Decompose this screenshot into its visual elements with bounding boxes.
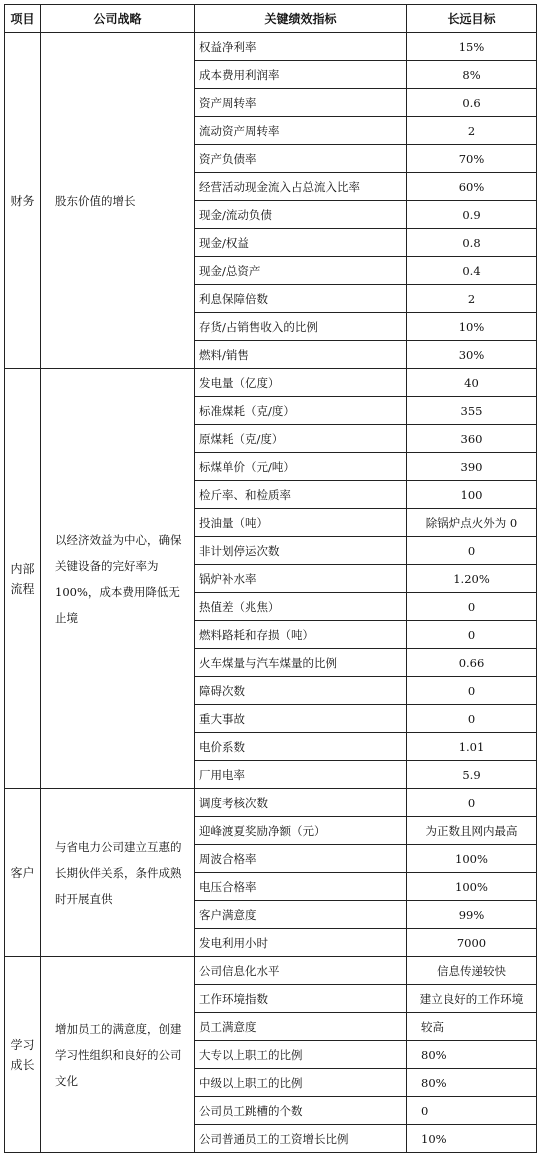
- table-row: [5, 369, 537, 397]
- kpi-target: 0: [407, 621, 537, 649]
- kpi-name: 客户满意度: [195, 901, 407, 929]
- section-strategy: 以经济效益为中心，确保关键设备的完好率为100%，成本费用降低无止境: [55, 532, 182, 625]
- section-strategy: 与省电力公司建立互惠的长期伙伴关系，条件成熟时开展直供: [55, 839, 182, 906]
- kpi-table: [4, 4, 537, 1153]
- kpi-target: 0.9: [407, 201, 537, 229]
- table-row: [5, 33, 537, 61]
- kpi-target: 0.66: [407, 649, 537, 677]
- kpi-target: 70%: [407, 145, 537, 173]
- section-strategy: 增加员工的满意度，创建学习性组织和良好的公司文化: [55, 1021, 182, 1088]
- header-kpi: 关键绩效指标: [195, 5, 407, 33]
- kpi-name: 成本费用利润率: [195, 61, 407, 89]
- section-strategy-cell: [41, 957, 195, 1153]
- kpi-name: 现金/权益: [195, 229, 407, 257]
- header-strategy: 公司战略: [41, 5, 195, 33]
- kpi-target: 0: [407, 1097, 537, 1125]
- kpi-target: 0: [407, 593, 537, 621]
- kpi-name: 原煤耗（克/度）: [195, 425, 407, 453]
- kpi-target: 60%: [407, 173, 537, 201]
- kpi-target: 为正数且网内最高: [407, 817, 537, 845]
- kpi-name: 电压合格率: [195, 873, 407, 901]
- section-strategy-cell: [41, 789, 195, 957]
- kpi-name: 标煤单价（元/吨）: [195, 453, 407, 481]
- kpi-name: 火车煤量与汽车煤量的比例: [195, 649, 407, 677]
- kpi-name: 燃料/销售: [195, 341, 407, 369]
- kpi-target: 80%: [407, 1041, 537, 1069]
- kpi-name: 障碍次数: [195, 677, 407, 705]
- kpi-target: 0.4: [407, 257, 537, 285]
- kpi-name: 利息保障倍数: [195, 285, 407, 313]
- kpi-name: 投油量（吨）: [195, 509, 407, 537]
- kpi-name: 厂用电率: [195, 761, 407, 789]
- kpi-target: 8%: [407, 61, 537, 89]
- kpi-target: 0: [407, 789, 537, 817]
- kpi-target: 80%: [407, 1069, 537, 1097]
- section-name: 内部流程: [5, 369, 41, 789]
- kpi-target: 40: [407, 369, 537, 397]
- header-row: [5, 5, 537, 33]
- kpi-name: 工作环境指数: [195, 985, 407, 1013]
- kpi-name: 资产负债率: [195, 145, 407, 173]
- kpi-name: 检斤率、和检质率: [195, 481, 407, 509]
- kpi-target: 信息传递较快: [407, 957, 537, 985]
- kpi-target: 15%: [407, 33, 537, 61]
- kpi-target: 100: [407, 481, 537, 509]
- kpi-name: 周波合格率: [195, 845, 407, 873]
- kpi-name: 流动资产周转率: [195, 117, 407, 145]
- kpi-target: 0: [407, 677, 537, 705]
- kpi-target: 0.8: [407, 229, 537, 257]
- kpi-name: 重大事故: [195, 705, 407, 733]
- kpi-target: 0: [407, 705, 537, 733]
- kpi-name: 锅炉补水率: [195, 565, 407, 593]
- kpi-name: 非计划停运次数: [195, 537, 407, 565]
- kpi-target: 较高: [407, 1013, 537, 1041]
- kpi-name: 发电量（亿度）: [195, 369, 407, 397]
- kpi-name: 发电利用小时: [195, 929, 407, 957]
- kpi-target: 1.01: [407, 733, 537, 761]
- kpi-name: 现金/总资产: [195, 257, 407, 285]
- kpi-name: 权益净利率: [195, 33, 407, 61]
- kpi-target: 100%: [407, 845, 537, 873]
- kpi-target: 2: [407, 285, 537, 313]
- section-name: 财务: [5, 33, 41, 369]
- section-strategy-cell: [41, 369, 195, 789]
- header-target: 长远目标: [407, 5, 537, 33]
- table-row: [5, 957, 537, 985]
- kpi-name: 热值差（兆焦）: [195, 593, 407, 621]
- kpi-target: 390: [407, 453, 537, 481]
- kpi-name: 迎峰渡夏奖励净额（元）: [195, 817, 407, 845]
- kpi-target: 355: [407, 397, 537, 425]
- kpi-target: 10%: [407, 1125, 537, 1153]
- kpi-target: 除锅炉点火外为 0: [407, 509, 537, 537]
- kpi-name: 标准煤耗（克/度）: [195, 397, 407, 425]
- kpi-name: 存货/占销售收入的比例: [195, 313, 407, 341]
- kpi-target: 2: [407, 117, 537, 145]
- kpi-target: 30%: [407, 341, 537, 369]
- table-body: [5, 33, 537, 1153]
- section-name: 学习成长: [5, 957, 41, 1153]
- kpi-name: 公司普通员工的工资增长比例: [195, 1125, 407, 1153]
- kpi-target: 0: [407, 537, 537, 565]
- kpi-name: 员工满意度: [195, 1013, 407, 1041]
- kpi-name: 现金/流动负债: [195, 201, 407, 229]
- section-strategy: 股东价值的增长: [55, 193, 136, 208]
- kpi-target: 7000: [407, 929, 537, 957]
- kpi-name: 调度考核次数: [195, 789, 407, 817]
- kpi-name: 燃料路耗和存损（吨）: [195, 621, 407, 649]
- kpi-target: 5.9: [407, 761, 537, 789]
- kpi-name: 经营活动现金流入占总流入比率: [195, 173, 407, 201]
- kpi-target: 0.6: [407, 89, 537, 117]
- kpi-name: 大专以上职工的比例: [195, 1041, 407, 1069]
- kpi-name: 公司信息化水平: [195, 957, 407, 985]
- kpi-target: 1.20%: [407, 565, 537, 593]
- kpi-target: 10%: [407, 313, 537, 341]
- kpi-name: 资产周转率: [195, 89, 407, 117]
- kpi-target: 360: [407, 425, 537, 453]
- table-row: [5, 789, 537, 817]
- kpi-target: 建立良好的工作环境: [407, 985, 537, 1013]
- kpi-target: 99%: [407, 901, 537, 929]
- kpi-name: 公司员工跳槽的个数: [195, 1097, 407, 1125]
- kpi-name: 电价系数: [195, 733, 407, 761]
- section-name: 客户: [5, 789, 41, 957]
- kpi-name: 中级以上职工的比例: [195, 1069, 407, 1097]
- kpi-target: 100%: [407, 873, 537, 901]
- section-strategy-cell: [41, 33, 195, 369]
- header-item: 项目: [5, 5, 41, 33]
